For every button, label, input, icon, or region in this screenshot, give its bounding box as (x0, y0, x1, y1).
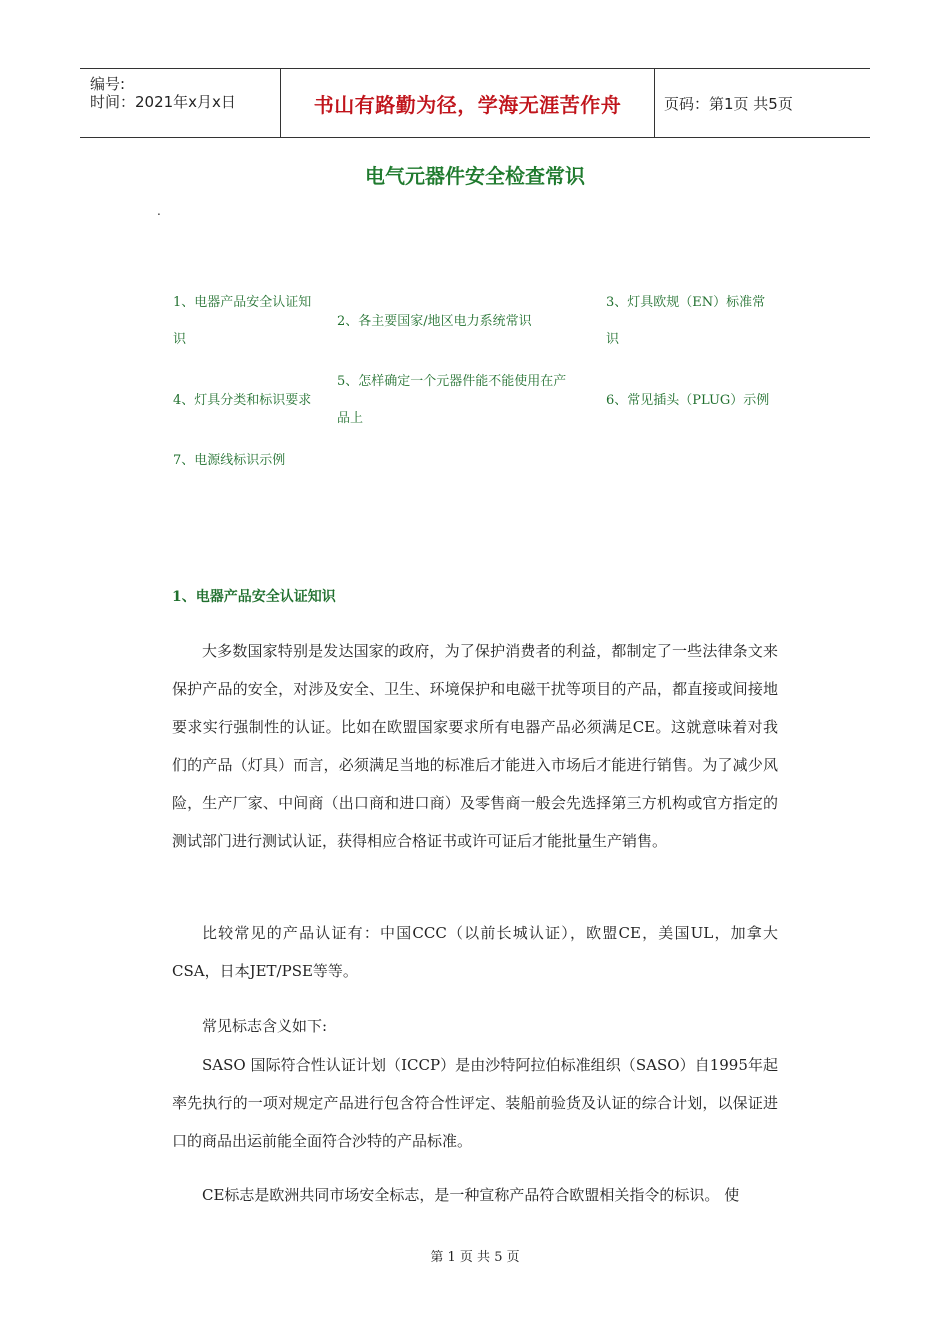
toc-item-2[interactable] (337, 303, 532, 340)
header-left-cell (80, 69, 280, 137)
toc-item-3[interactable] (606, 284, 765, 358)
paragraph-marks-intro: 常见标志含义如下: (202, 1017, 328, 1035)
paragraph-certification-intro: 大多数国家特别是发达国家的政府，为了保护消费者的利益，都制定了一些法律条文来保护产品的安全，对涉及安全、卫生、环境保护和电磁干扰等项目的产品，都直接或间接地要求实行强制性的认证。比如在欧盟国家要求所有电器产品必须满足CE。这就意味着对我们的产品（灯具）而言，必须满足当地的标准后才能进入市场后才能进行销售。为了减少风险，生产厂家、中间商（出口商和进口商）及零售商一般会先选择第三方机构或官方指定的测试部门进行测试认证，获得相应合格证书或许可证后才能批量生产销售。 (172, 642, 778, 850)
toc-item-5[interactable] (337, 363, 566, 437)
section-heading: 1、电器产品安全认证知识 (172, 589, 336, 605)
toc-item-4[interactable] (173, 382, 311, 419)
toc-item-3-line1: 3、灯具欧规（EN）标准常 (606, 295, 766, 310)
page-info: 页码：第1页 共5页 (664, 94, 793, 113)
toc-item-6-label: 6、常见插头（PLUG）示例 (606, 393, 770, 408)
paragraph-ce-mark: CE标志是欧洲共同市场安全标志，是一种宣称产品符合欧盟相关指令的标识。 使 (202, 1186, 740, 1204)
page-title: 电气元器件安全检查常识 (365, 164, 585, 188)
stray-dot: . (157, 204, 161, 218)
toc-item-6[interactable] (606, 382, 769, 419)
toc-item-1[interactable] (173, 284, 311, 358)
doc-number-label: 编号: (90, 75, 126, 93)
page-footer: 第 1 页 共 5 页 (430, 1250, 520, 1265)
toc-item-7[interactable] (173, 442, 285, 479)
header-page-cell (654, 69, 880, 137)
toc-item-7-label: 7、电源线标识示例 (173, 453, 286, 468)
toc-item-1-line1: 1、电器产品安全认证知 (173, 295, 312, 310)
toc-item-5-line2: 品上 (337, 411, 364, 426)
doc-time-label: 时间：2021年x月x日 (90, 93, 236, 111)
header-motto-cell (280, 69, 655, 137)
toc-item-2-label: 2、各主要国家/地区电力系统常识 (337, 314, 532, 329)
toc-item-3-line2: 识 (606, 332, 620, 347)
paragraph-saso: SASO 国际符合性认证计划（ICCP）是由沙特阿拉伯标准组织（SASO）自1995年起率先执行的一项对规定产品进行包含符合性评定、装船前验货及认证的综合计划，以保证进口的商品出运前能全面符合沙特的产品标准。 (172, 1056, 778, 1150)
toc-item-5-line1: 5、怎样确定一个元器件能不能使用在产 (337, 374, 567, 389)
motto: 书山有路勤为径，学海无涯苦作舟 (313, 92, 622, 117)
paragraph-common-certifications: 比较常见的产品认证有：中国CCC（以前长城认证），欧盟CE，美国UL，加拿大CSA，日本JET/PSE等等。 (172, 924, 778, 980)
header-table (80, 68, 870, 138)
toc-item-1-line2: 识 (173, 332, 187, 347)
toc-item-4-label: 4、灯具分类和标识要求 (173, 393, 312, 408)
